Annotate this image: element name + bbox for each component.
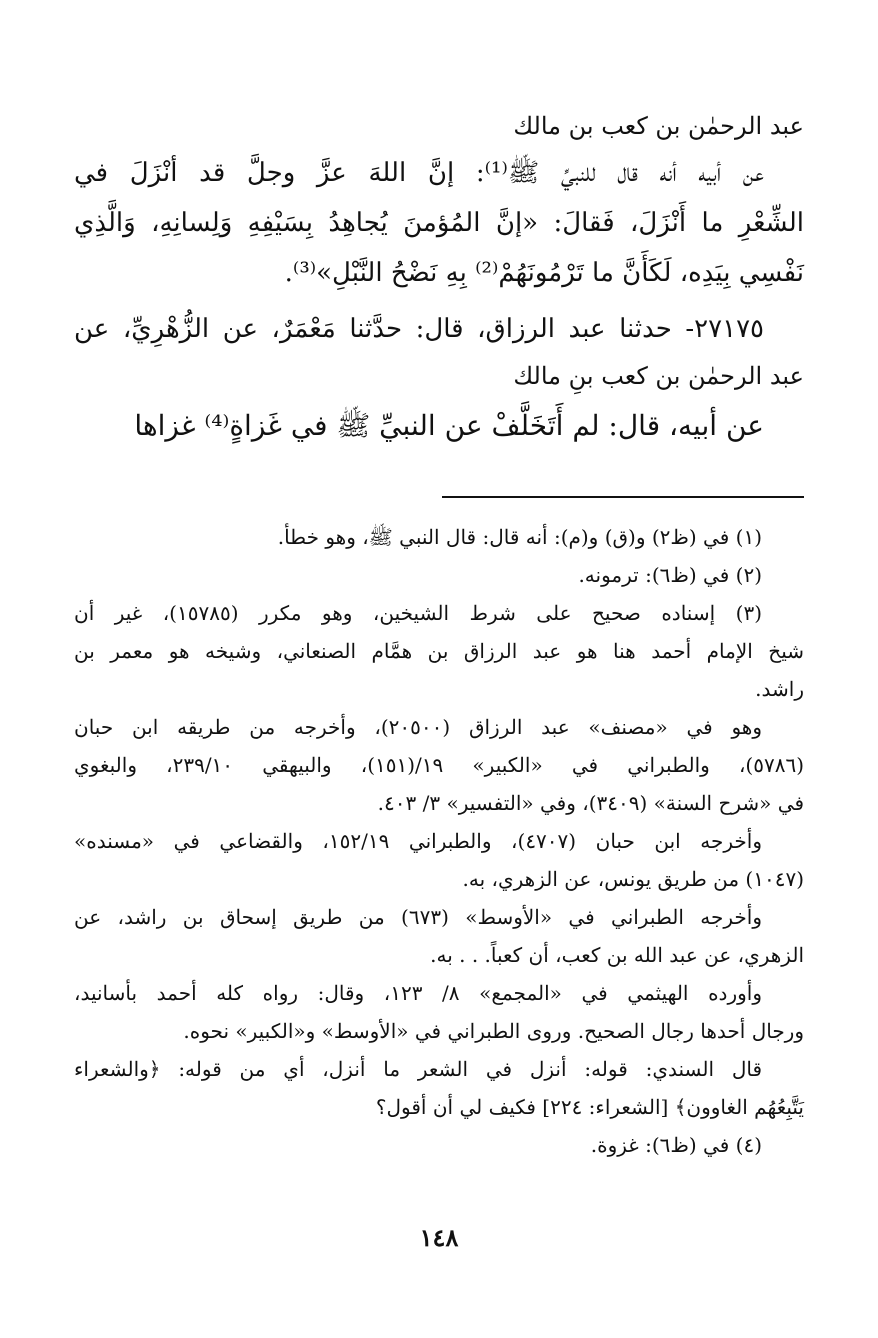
hadith-text-line: عن أبيه، قال: لم أَتَخَلَّفْ عن النبيِّ ﷺ في غَزاةٍ⁽⁴⁾ غزاها — [134, 409, 764, 442]
footnote-line: (٥٧٨٦)، والطبراني في «الكبير» ١٩/(١٥١)، والبيهقي ٢٣٩/١٠، والبغوي — [74, 753, 804, 777]
footnote-line: الزهري، عن عبد الله بن كعب، أن كعباً. . . به. — [430, 943, 804, 967]
footnote-divider — [442, 496, 804, 498]
footnote-line: وأخرجه ابن حبان (٤٧٠٧)، والطبراني ١٥٢/١٩، والقضاعي في «مسنده» — [74, 829, 762, 853]
footnote-line: في «شرح السنة» (٣٤٠٩)، وفي «التفسير» ٣/ ٤٠٣. — [377, 791, 804, 815]
hadith-text-line: نَفْسِي بِيَدِه، لَكَأَنَّ ما تَرْمُونَهُمْ⁽²⁾ بِهِ نَضْحُ النَّبْلِ»⁽³⁾. — [284, 258, 804, 288]
footnote-line: شيخ الإمام أحمد هنا هو عبد الرزاق بن همَّام الصنعاني، وشيخه هو معمر بن — [74, 639, 804, 663]
hadith-text-line: الشِّعْرِ ما أَنْزَلَ، فَقالَ: «إنَّ المُؤمنَ يُجاهِدُ بِسَيْفِهِ وَلِسانِهِ، وَالَّذِي — [74, 208, 804, 238]
footnote-line: ورجال أحدها رجال الصحيح. وروى الطبراني في «الأوسط» و«الكبير» نحوه. — [183, 1019, 804, 1043]
hadith-number-line: ٢٧١٧٥- حدثنا عبد الرزاق، قال: حدَّثنا مَعْمَرٌ، عن الزُّهْرِيِّ، عن — [74, 314, 764, 344]
footnote-line: قال السندي: قوله: أنزل في الشعر ما أنزل، أي من قوله: ﴿والشعراء — [74, 1057, 762, 1081]
footnote-line: (٢) في (ظ٦): ترمونه. — [578, 563, 762, 587]
footnote-line: راشد. — [755, 677, 804, 701]
footnote-line: (٤) في (ظ٦): غزوة. — [590, 1133, 762, 1157]
footnote-line: يَتَّبِعُهُم الغاوون﴾ [الشعراء: ٢٢٤] فكيف لي أن أقول؟ — [375, 1095, 804, 1119]
footnotes — [74, 518, 804, 1164]
main-text — [74, 104, 804, 454]
hadith-text-line: عن أبيه أنه قال للنبيِّ ﷺ⁽¹⁾: إنَّ اللهَ عزَّ وجلَّ قد أنْزَلَ في — [74, 158, 764, 188]
chain-of-narration-line: عبد الرحمٰن بن كعب بنِ مالك — [513, 362, 804, 390]
footnote-line: (١٠٤٧) من طريق يونس، عن الزهري، به. — [462, 867, 804, 891]
footnote-line: وهو في «مصنف» عبد الرزاق (٢٠٥٠٠)، وأخرجه من طريقه ابن حبان — [74, 715, 762, 739]
document-page — [74, 0, 804, 1338]
chain-of-narration-line: عبد الرحمٰن بن كعب بن مالك — [513, 112, 804, 140]
page-number: ١٤٨ — [419, 1223, 459, 1252]
footnote-line: وأخرجه الطبراني في «الأوسط» (٦٧٣) من طريق إسحاق بن راشد، عن — [74, 905, 762, 929]
footnote-line: (٣) إسناده صحيح على شرط الشيخين، وهو مكرر (١٥٧٨٥)، غير أن — [74, 601, 762, 625]
footnote-line: وأورده الهيثمي في «المجمع» ٨/ ١٢٣، وقال: رواه كله أحمد بأسانيد، — [74, 981, 762, 1005]
footnote-line: (١) في (ظ٢) و(ق) و(م): أنه قال: قال النبي ﷺ، وهو خطأ. — [277, 525, 762, 549]
